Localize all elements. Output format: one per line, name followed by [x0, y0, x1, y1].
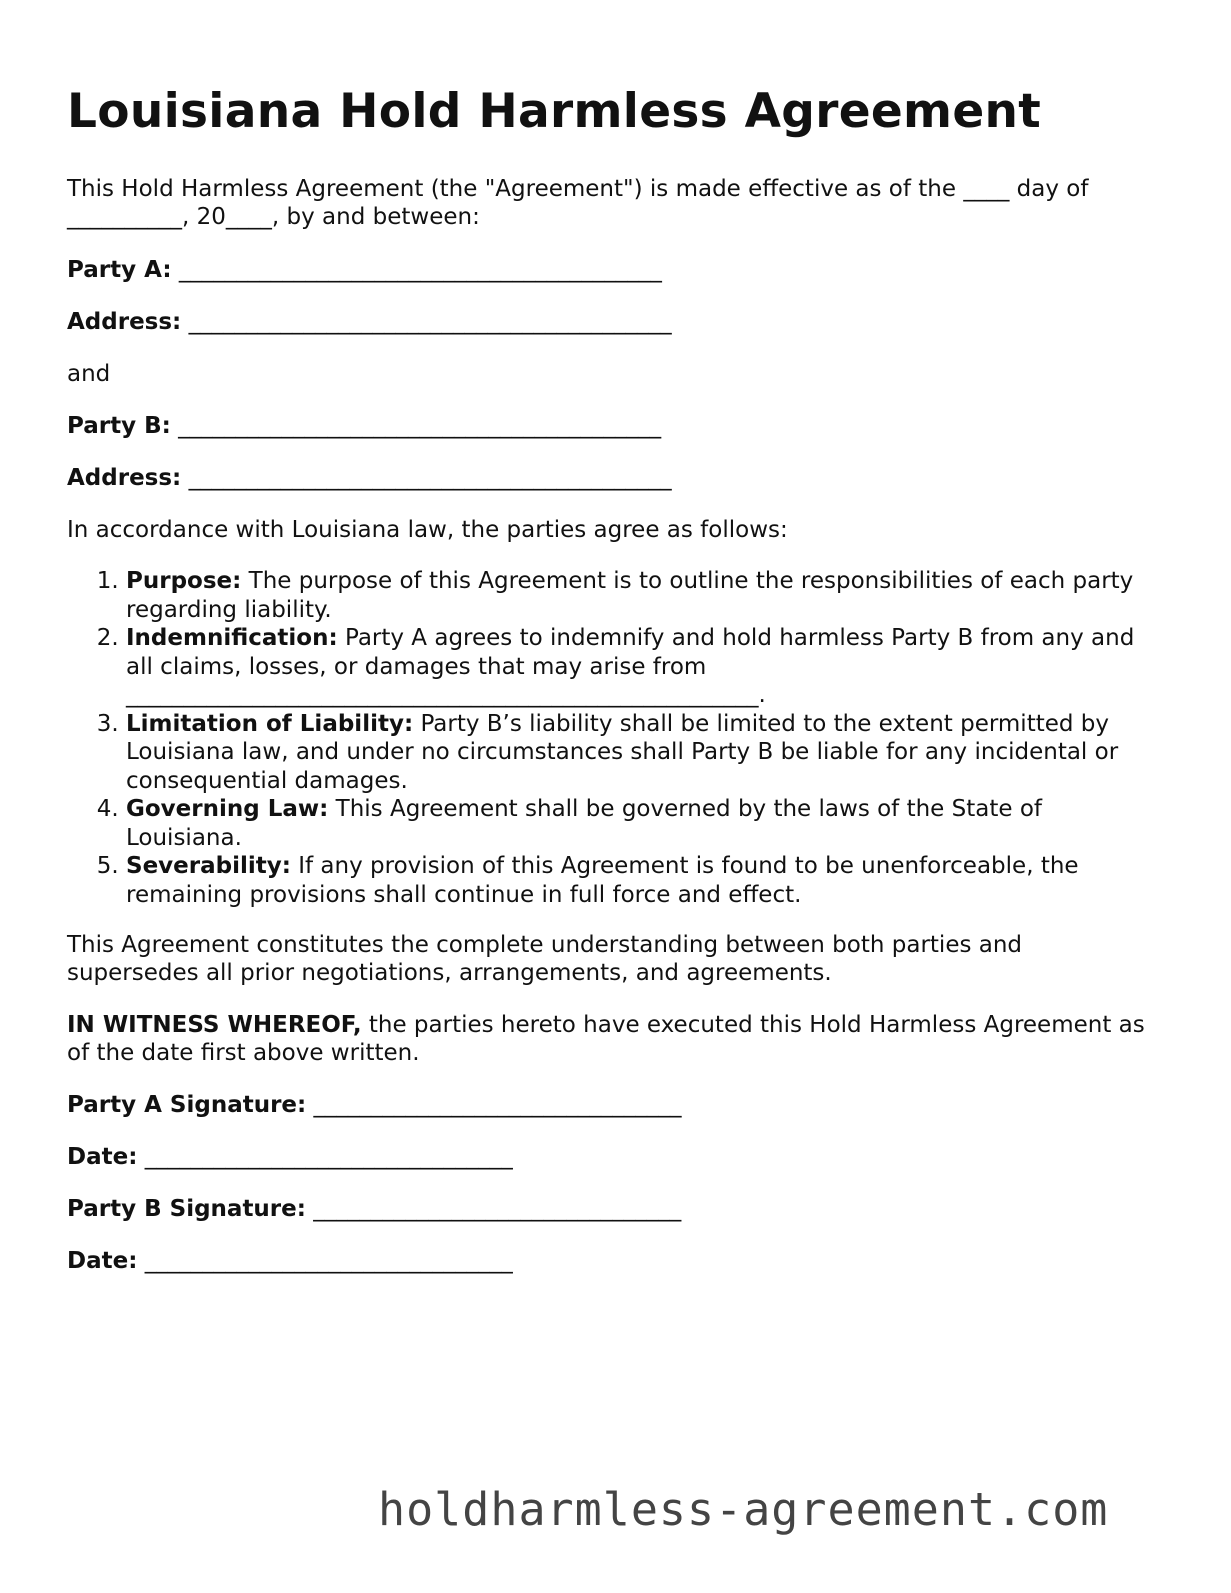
party-b-line [67, 412, 1157, 440]
accordance-text: In accordance with Louisiana law, the parties agree as follows: [67, 517, 788, 543]
party-b-blank: __________________________________________ [178, 413, 662, 439]
party-b-signature-blank: ________________________________ [313, 1196, 682, 1222]
witness-paragraph [67, 1011, 1157, 1067]
party-b-label: Party B: [67, 413, 171, 439]
party-a-blank: __________________________________________ [178, 257, 662, 283]
address-b-label: Address: [67, 465, 182, 491]
document-title: Louisiana Hold Harmless Agreement [67, 84, 1042, 139]
intro-paragraph: This Hold Harmless Agreement (the "Agreement") is made effective as of the ____ day of __________, 20____, by and between: [67, 176, 1089, 230]
party-a-line [67, 256, 1157, 284]
party-b-signature-line [67, 1195, 1157, 1223]
party-a-signature-blank: ________________________________ [313, 1092, 682, 1118]
address-a-label: Address: [67, 309, 182, 335]
clause-item [126, 852, 1157, 909]
clause-text: The purpose of this Agreement is to outline the responsibilities of each party regarding liability. [126, 568, 1134, 623]
date-a-blank: ________________________________ [144, 1144, 513, 1170]
date-a-line [67, 1143, 1157, 1171]
address-b-blank: __________________________________________ [188, 465, 672, 491]
address-a-line [67, 308, 1157, 336]
clause-text: This Agreement shall be governed by the laws of the State of Louisiana. [126, 796, 1043, 851]
party-b-signature-label: Party B Signature: [67, 1196, 306, 1222]
clause-heading: Purpose: [126, 568, 242, 594]
witness-lead: IN WITNESS WHEREOF, [67, 1012, 362, 1038]
clause-heading: Governing Law: [126, 796, 329, 822]
clause-item [126, 795, 1157, 852]
clause-heading: Indemnification: [126, 625, 338, 651]
party-a-signature-label: Party A Signature: [67, 1092, 307, 1118]
clause-heading: Limitation of Liability: [126, 710, 414, 737]
and-text: and [67, 361, 111, 387]
clause-item [126, 624, 1157, 710]
date-b-label: Date: [67, 1248, 138, 1274]
clause-item [126, 567, 1157, 624]
address-a-blank: __________________________________________ [188, 309, 672, 335]
witness-text: the parties hereto have executed this Hold Harmless Agreement as of the date first above written. [67, 1012, 1145, 1066]
watermark-text: holdharmless-agreement.com [378, 1483, 1109, 1536]
clause-text: Party A agrees to indemnify and hold harmless Party B from any and all claims, losses, or damages that may arise from _______________________________________________________. [126, 625, 1135, 708]
party-a-signature-line [67, 1091, 1157, 1119]
address-b-line [67, 464, 1157, 492]
date-b-line [67, 1247, 1157, 1275]
party-a-label: Party A: [67, 257, 172, 283]
clause-item [126, 710, 1157, 796]
clause-text: Party B’s liability shall be limited to the extent permitted by Louisiana law, and under no circumstances shall Party B be liable for any incidental or consequential damages. [126, 710, 1119, 794]
date-a-label: Date: [67, 1144, 138, 1170]
clause-list [67, 567, 1157, 909]
clause-text: If any provision of this Agreement is found to be unenforceable, the remaining provisions shall continue in full force and effect. [126, 853, 1079, 908]
complete-understanding-text: This Agreement constitutes the complete understanding between both parties and supersedes all prior negotiations, arrangements, and agreements. [67, 932, 1023, 986]
date-b-blank: ________________________________ [144, 1248, 513, 1274]
clause-heading: Severability: [126, 853, 291, 879]
